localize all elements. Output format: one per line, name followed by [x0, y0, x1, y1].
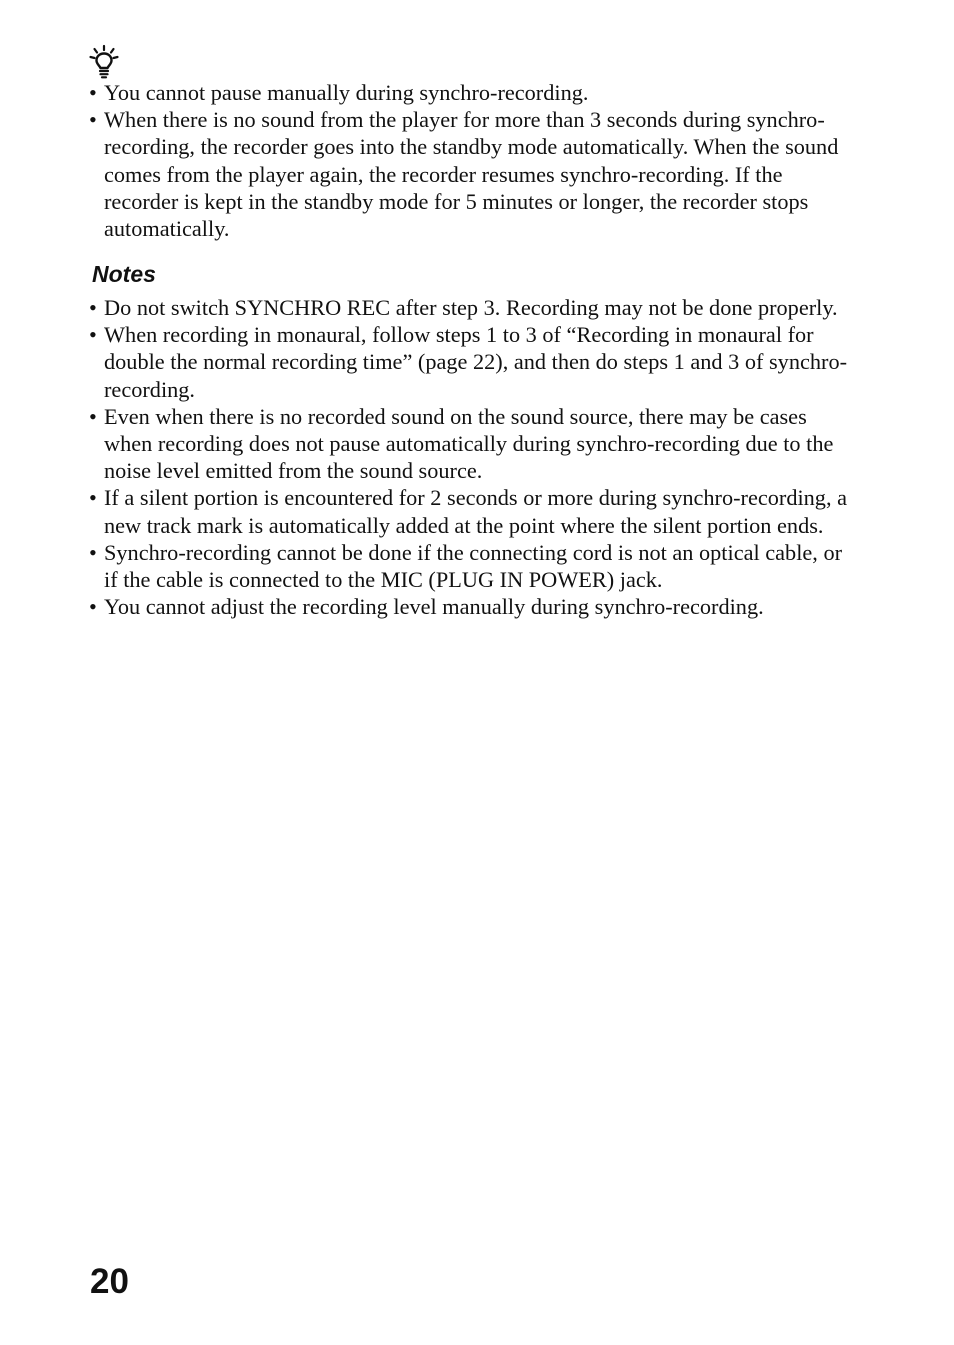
page-number: 20 — [90, 1262, 129, 1301]
notes-list — [88, 294, 848, 620]
note-item: • Do not switch SYNCHRO REC after step 3. Recording may not be done properly. — [88, 294, 848, 321]
note-item: • Synchro-recording cannot be done if the connecting cord is not an optical cable, or if the cable is connected to the MIC (PLUG IN POWER) jack. — [88, 539, 848, 593]
lightbulb-hint-icon — [88, 44, 120, 80]
tip-item: • When there is no sound from the player for more than 3 seconds during synchro-recording, the recorder goes into the standby mode automatically. When the sound comes from the player again, the recorder resumes synchro-recording. If the recorder is kept in the standby mode for 5 minutes or longer, the recorder stops automatically. — [88, 106, 848, 242]
note-item: • When recording in monaural, follow steps 1 to 3 of “Recording in monaural for double the normal recording time” (page 22), and then do steps 1 and 3 of synchro-recording. — [88, 321, 848, 403]
tip-item: • You cannot pause manually during synchro-recording. — [88, 79, 848, 106]
note-item: • You cannot adjust the recording level manually during synchro-recording. — [88, 593, 848, 620]
note-item: • If a silent portion is encountered for 2 seconds or more during synchro-recording, a new track mark is automatically added at the point where the silent portion ends. — [88, 484, 848, 538]
tips-list — [88, 79, 848, 242]
notes-heading: Notes — [92, 261, 156, 287]
note-item: • Even when there is no recorded sound on the sound source, there may be cases when recording does not pause automatically during synchro-recording due to the noise level emitted from the sound source. — [88, 403, 848, 485]
